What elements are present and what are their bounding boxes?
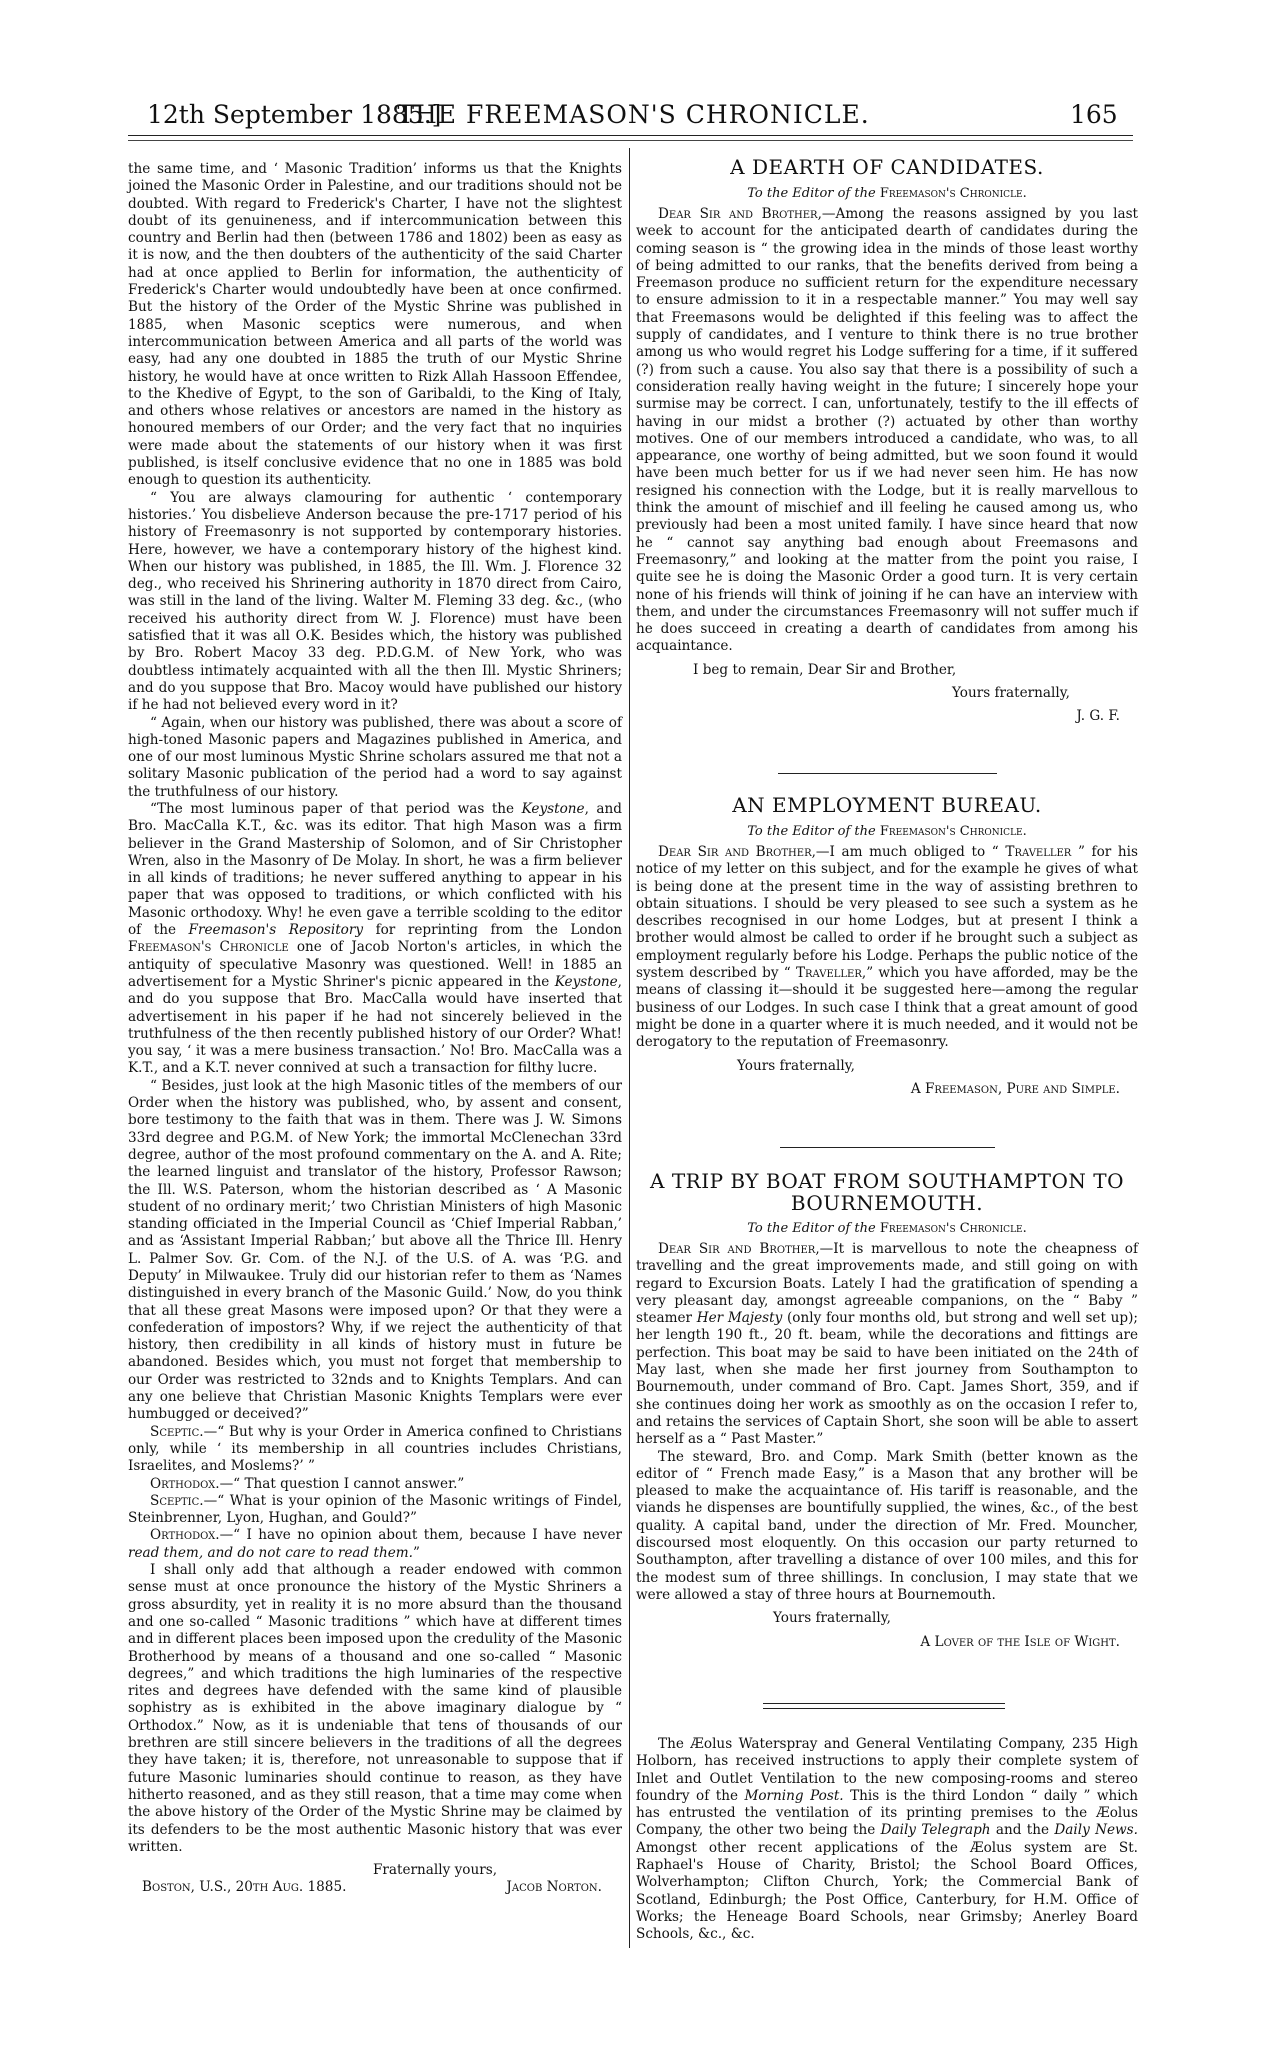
text-run: “The most luminous paper of that period was the xyxy=(150,800,522,817)
text-run: The Æolus Waterspray and General Ventilating Company, 235 High Holborn, has received instructions to apply their complete system of Inlet and Outlet Ventilation to the new composing-rooms and stereo foundry of the xyxy=(636,1736,1138,1804)
paragraph xyxy=(636,206,1138,656)
subtitle-publication: Freemason's Chronicle. xyxy=(879,824,1027,839)
text-run: ” xyxy=(412,1544,420,1561)
small-caps-run: Dear Sir and Brother, xyxy=(658,844,816,860)
article-employment-bureau xyxy=(636,793,1138,1098)
article-separator xyxy=(763,1703,1005,1704)
paragraph xyxy=(128,801,622,1078)
small-caps-run: Dear Sir and Brother, xyxy=(658,206,822,222)
paragraph xyxy=(636,1449,1138,1605)
italic-run: Keystone xyxy=(554,973,618,990)
text-run: “ Besides, just look at the high Masonic titles of the members of our Order when the history was published, who, by assent and consent, bore testimony to the faith that was in them. There was J. W. Simons 33rd degree and P.G.M. of New York; the immortal McClenechan 33rd degree, author of the most profound commentary on the A. and A. Rite; the learned linguist and translator of the history, Professor Rawson; the Ill. W.S. Paterson, whom the historian described as ‘ A Masonic student of no ordinary merit;’ two Christian Ministers of high Masonic standing officiated in the Imperial Council as ‘Chief Imperial Rabban,’ and as ‘Assistant Imperial Rabban;’ but above all the Thrice Ill. Henry L. Palmer Sov. Gr. Com. of the N.J. of the U.S. of A. was ‘P.G. and Deputy’ in Milwaukee. Truly did our historian refer to them as ‘Names distinguished in every branch of the Masonic Guild.’ Now, do you think that all these great Masons were imposed upon? Or that they were a confederation of impostors? Why, if we reject the authenticity of that history, then credibility in all kinds of history must in future be abandoned. Besides which, you must not forget that membership to our Order was restricted to 32nds and to Knights Templars. And can any one believe that Christian Masonic Knights Templars were ever humbugged or deceived?” xyxy=(128,1077,622,1423)
text-run: for reprinting from the London xyxy=(363,922,623,939)
text-run: —It is marvellous to note the cheapness of travelling and the great improvements made, and still going on with regard to Excursion Boats. Lately I had the gratification of spending a very pleasant day, amongst agreeable companions, on the “ Baby ” steamer xyxy=(636,1241,1138,1327)
small-caps-run: Traveller xyxy=(1005,844,1072,860)
paragraph xyxy=(636,844,1138,1052)
text-run: —“ But why is your Order in America confined to Christians only, while ‘ its membership in all countries includes Christians, Israelites, and Moslems?’ ” xyxy=(128,1423,622,1475)
small-caps-run: Orthodox. xyxy=(150,1527,220,1544)
text-run: one of Jacob Norton's articles, in which the antiquity of speculative Masonry was questioned. Well! in 1885 an advertisement for a Mystic Shriner's picnic appeared in the xyxy=(128,939,623,990)
paragraph xyxy=(128,715,622,801)
column-divider xyxy=(629,148,630,1948)
article-title: A TRIP BY BOAT FROM SOUTHAMPTON TO BOURNEMOUTH. xyxy=(650,1169,1124,1215)
text-run: —Among the reasons assigned by you last week to account for the anticipated dearth of candidates during the coming season is “ the growing idea in the minds of those least worthy of being admitted to our ranks, that the benefits derived from being a Freemason produce no sufficient return for the expenditure necessary to ensure admission to it in a respectable manner.” You may well say that Freemasons would be delighted if this feeling was to affect the supply of candidates, and I venture to think there is no true brother among us who would regret his Lodge suffering for a time, if it suffered (?) from such a cause. You also say that there is a possibility of such a consideration really having weight in the future; I sincerely hope your surmise may be correct. I can, unfortunately, testify to the ill effects of having in our midst a brother (?) actuated by other than worthy motives. One of our members introduced a candidate, who was, to all appearance, one worthy of being admitted, but we soon found it would have been much better for us if we had never seen him. He has now resigned his connection with the Lodge, but it is really marvellous to think the amount of mischief and ill feeling he caused among us, who previously had been a most united family. I have since heard that now he “ cannot say anything bad enough about Freemasons and Freemasonry,” and looking at the matter from the point you raise, I quite see he is doing the Masonic Order a good turn. It is very certain none of his friends will think of joining if he can have an interview with them, and under the circumstances Freemasonry will not suffer much if he does succeed in creating a dearth of candidates from among his acquaintance. xyxy=(636,206,1139,655)
subtitle-publication: Freemason's Chronicle. xyxy=(879,186,1027,201)
paragraph xyxy=(636,1241,1138,1449)
masthead-title: THE FREEMASON'S CHRONICLE. xyxy=(397,100,870,129)
left-article xyxy=(128,161,622,1897)
article-separator-secondary xyxy=(763,1708,1005,1709)
signature: Jacob Norton. xyxy=(506,1879,602,1896)
article-title: AN EMPLOYMENT BUREAU. xyxy=(732,793,1042,817)
header-rule-secondary xyxy=(128,140,1133,141)
text-run: the same time, and ‘ Masonic Tradition’ informs us that the Knights joined the Masonic Order in Palestine, and our traditions should not be doubted. With regard to Frederick's Charter, I have not the slightest doubt of its genuineness, and if intercommunication between this country and Berlin had then (between 1786 and 1802) been as easy as it is now, and the then doubters of the authenticity of the said Charter had at once applied to Berlin for information, the authenticity of Frederick's Charter would undoubtedly have been at once confirmed. But the history of the Order of the Mystic Shrine was published in 1885, when Masonic sceptics were numerous, and when intercommunication between America and all parts of the world was easy, had any one doubted in 1885 the truth of our Mystic Shrine history, he would have at once written to Rizk Allah Hassoon Effendee, to the Khedive of Egypt, to the son of Garibaldi, to the King of Italy, and others whose relatives or ancestors are named in the history as honoured members of our Order; and the very fact that no inquiries were made about the statements of our history when it was first published, is itself conclusive evidence that no one in 1885 was bold enough to question its authenticity. xyxy=(128,161,622,489)
text-run: ” which you have afforded, may be the means of classing it—should it be suggested here—among the regular business of our Lodges. In such case I think that a great amount of good might be done in a quarter where it is much needed, and it would not be derogatory to the reputation of Freemasonry. xyxy=(636,965,1139,1051)
signature: J. G. F. xyxy=(1076,708,1120,725)
text-run: “ You are always clamouring for authentic ‘ contemporary histories.’ You disbelieve Anderson because the pre-1717 period of his history of Freemasonry is not supported by contemporary histories. Here, however, we have a contemporary history of the highest kind. When our history was published, in 1885, the Ill. Wm. J. Florence 32 deg., who received his Shrinering authority in 1870 direct from Cairo, was still in the land of the living. Walter M. Fleming 33 deg. &c., (who received his authority direct from W. J. Florence) must have been satisfied that it was all O.K. Besides which, the history was published by Bro. Robert Macoy 33 deg. P.D.G.M. of New York, who was doubtless intimately acquainted with all the then Ill. Mystic Shriners; and do you suppose that Bro. Macoy would have published our history if he had not believed every word in it? xyxy=(128,489,622,714)
article-subtitle xyxy=(636,1220,1138,1237)
article-title: A DEARTH OF CANDIDATES. xyxy=(730,155,1044,179)
text-run: ” for his notice of my letter on this subject, and for the example he gives of what is being done at the present time in the way of assisting brethren to obtain situations. I should be very pleased to see such a system as he describes recognised in our home Lodges, but at present I think a brother would almost be called to order if he brought such a subject as employment regularly before his Lodge. Perhaps the public notice of the system described by “ xyxy=(636,844,1138,982)
italic-run: Daily Telegraph xyxy=(880,1822,991,1839)
italic-run: Keystone xyxy=(521,800,585,817)
text-run: —“ What is your opinion of the Masonic writings of Findel, Steinbrenner, Lyon, Hughan, and Gould?” xyxy=(128,1492,622,1527)
article-trip-by-boat xyxy=(636,1170,1138,1651)
signature: A Lover of the Isle of Wight. xyxy=(920,1633,1120,1650)
small-caps-run: Sceptic. xyxy=(150,1492,204,1509)
paragraph xyxy=(128,490,622,715)
italic-run: Daily News. xyxy=(1054,1822,1138,1839)
notice-aeolus-company xyxy=(636,1736,1138,1944)
subtitle-prefix: To the Editor of the xyxy=(747,186,876,201)
text-run: —“ That question I cannot answer.” xyxy=(219,1475,465,1492)
article-subtitle xyxy=(636,823,1138,840)
paragraph xyxy=(128,1527,622,1562)
page-number: 165 xyxy=(1070,100,1118,129)
subtitle-prefix: To the Editor of the xyxy=(747,1221,876,1236)
small-caps-run: Sceptic. xyxy=(150,1423,204,1440)
small-caps-run: Traveller, xyxy=(795,965,867,982)
subtitle-prefix: To the Editor of the xyxy=(747,824,876,839)
text-run: , and do you suppose that Bro. MacCalla would have inserted that advertisement in his paper if he had not sincerely believed in the truthfulness of the then recently published history of our Order? What! you say, ‘ it was a mere business transaction.’ No! Bro. MacCalla was a K.T., and a K.T. never connived at such a transaction for filthy lucre. xyxy=(128,973,622,1077)
small-caps-run: Dear Sir and Brother, xyxy=(658,1241,820,1257)
paragraph xyxy=(128,1493,622,1528)
header-rule xyxy=(128,135,1133,136)
article-subtitle xyxy=(636,185,1138,202)
paragraph xyxy=(128,1476,622,1493)
article-dearth-of-candidates xyxy=(636,155,1138,726)
text-run: “ Again, when our history was published, there was about a score of high-toned Masonic papers and Magazines published in America, and one of our most luminous Mystic Shrine scholars assured me that not a solitary Masonic publication of the period had a word to say against the truthfulness of our history. xyxy=(128,714,622,800)
closing: Yours fraternally, xyxy=(773,1610,891,1627)
italic-run: Morning Post. xyxy=(744,1787,844,1804)
paragraph xyxy=(128,1078,622,1424)
text-run: and the xyxy=(990,1822,1055,1839)
paragraph xyxy=(128,1424,622,1476)
signature: A Freemason, Pure and Simple. xyxy=(910,1080,1120,1097)
text-run: —“ I have no opinion about them, because I have never xyxy=(219,1527,622,1544)
paragraph xyxy=(128,1562,622,1856)
small-caps-run: Orthodox. xyxy=(150,1475,220,1492)
text-run: I shall only add that although a reader endowed with common sense must at once pronounce the history of the Mystic Shriners a gross absurdity, yet in reality it is no more absurd than the thousand and one so-called “ Masonic traditions ” which have at different times and in different places been imposed upon the credulity of the Masonic Brotherhood by means of a thousand and one so-called “ Masonic degrees,” and which traditions the high luminaries of the respective rites and degrees have defended with the same kind of plausible sophistry as is exhibited in the above imaginary dialogue by “ Orthodox.” Now, as it is undeniable that tens of thousands of our brethren are still sincere believers in the traditions of all the degrees they have taken; it is, therefore, not unreasonable to suppose that if future Masonic luminaries should continue to reason, as they have hitherto reasoned, and as they still reason, that a time may come when the above history of the Order of the Mystic Shrine may be claimed by its defenders to be the most authentic Masonic history that was ever written. xyxy=(128,1562,622,1855)
article-separator xyxy=(778,773,997,774)
text-run: Amongst other recent applications of the Æolus system are St. Raphael's House of Charity, Bristol; the School Board Offices, Wolverhampton; Clifton Church, York; the Commercial Bank of Scotland, Edinburgh; the Post Office, Canterbury, for H.M. Office of Works; the Heneage Board Schools, near Grimsby; Anerley Board Schools, &c., &c. xyxy=(636,1839,1138,1943)
text-run: (only four months old, but strong and well set up); her length 190 ft., 20 ft. beam, while the decorations and fittings are perfection. This boat may be said to have been initiated on the 24th of May last, when she made her first journey from Southampton to Bournemouth, under command of Bro. Capt. James Short, 359, and if she continues doing her work as smoothly as on the occasion I refer to, and retains the services of Captain Short, she soon will be able to assert herself as a “ Past Master.” xyxy=(636,1310,1138,1448)
remain-line: I beg to remain, Dear Sir and Brother, xyxy=(693,661,957,678)
closing: Fraternally yours, xyxy=(373,1862,498,1879)
subtitle-publication: Freemason's Chronicle. xyxy=(879,1221,1027,1236)
italic-run: Her Majesty xyxy=(696,1310,783,1327)
text-run: , and Bro. MacCalla K.T., &c. was its editor. That high Mason was a firm believer in the Grand Mastership of Solomon, and of Sir Christopher Wren, also in the Masonry of De Molay. In short, he was a firm believer in all kinds of traditions; he never suffered anything to appear in his paper that was opposed to traditions, or which conflicted with his Masonic orthodoxy. Why! he even gave a terrible scolding to the editor of the xyxy=(128,800,622,939)
italic-run: read them, and do not care to read them. xyxy=(128,1544,413,1561)
small-caps-run: Freemason's Chronicle xyxy=(128,939,289,956)
text-run: —I am much obliged to “ xyxy=(815,844,1006,860)
place-date: Boston, U.S., 20th Aug. 1885. xyxy=(142,1879,347,1896)
italic-run: Freemason's Repository xyxy=(188,922,364,939)
closing: Yours fraternally, xyxy=(737,1057,855,1074)
paragraph xyxy=(636,1736,1138,1944)
closing: Yours fraternally, xyxy=(952,685,1070,702)
issue-date: 12th September 1885.] xyxy=(147,100,442,129)
article-separator xyxy=(780,1147,995,1148)
text-run: The steward, Bro. and Comp. Mark Smith (better known as the editor of “ French made Easy,” is a Mason that any brother will be pleased to make the acquaintance of. His tariff is reasonable, and the viands he dispenses are bountifully supplied, the wines, &c., of the best quality. A capital band, under the direction of Mr. Fred. Mouncher, discoursed most eloquently. On this occasion our party returned to Southampton, after travelling a distance of over 100 miles, and this for the modest sum of three shillings. In conclusion, I may state that we were allowed a stay of three hours at Bournemouth. xyxy=(636,1448,1138,1603)
text-run: This is the third London “ daily ” which has entrusted the ventilation of its printing premises to the Æolus Company, the other two being the xyxy=(636,1787,1138,1839)
paragraph xyxy=(128,161,622,490)
